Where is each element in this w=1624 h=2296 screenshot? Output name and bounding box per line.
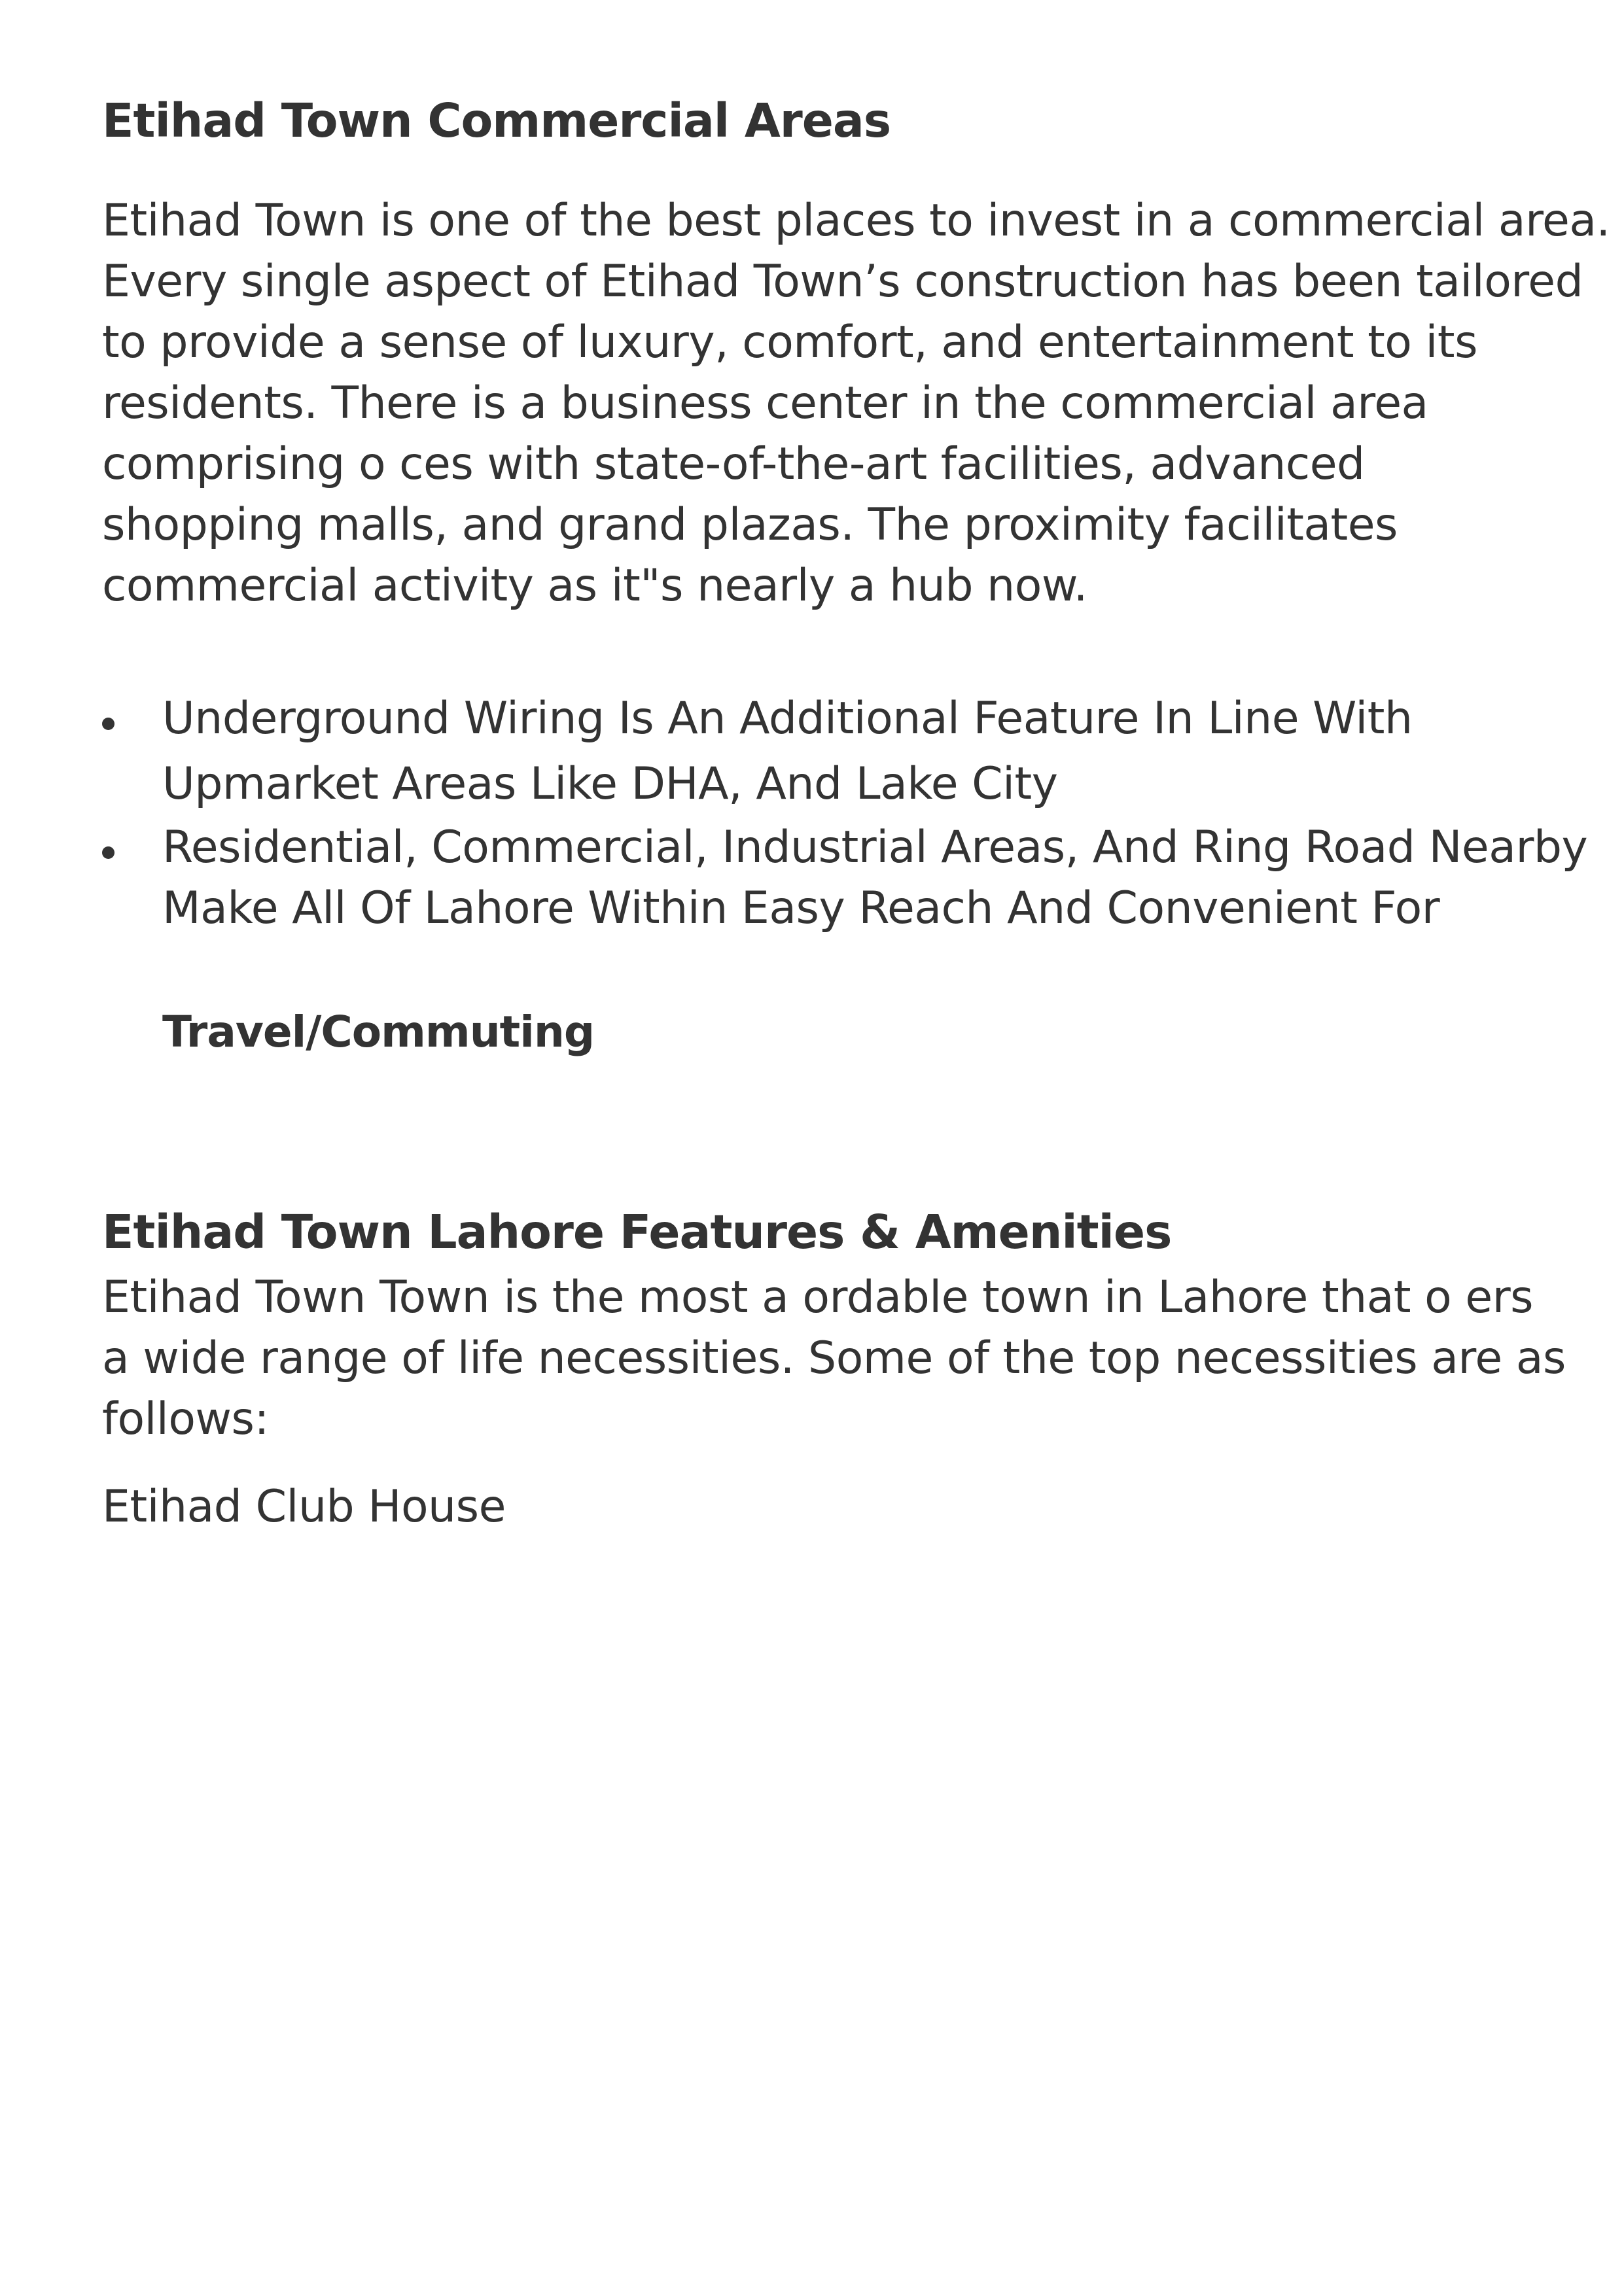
- amenity-item-club-house: Etihad Club House: [102, 1481, 506, 1533]
- bullet-line: Make All Of Lahore Within Easy Reach And Convenient For: [162, 882, 1440, 934]
- paragraph-line: follows:: [102, 1393, 269, 1445]
- paragraph-line: Every single aspect of Etihad Town’s construction has been tailored: [102, 256, 1583, 307]
- bullet-bold-continuation: Travel/Commuting: [162, 1007, 595, 1057]
- section-title-commercial-areas: Etihad Town Commercial Areas: [102, 94, 891, 148]
- bullet-line: Residential, Commercial, Industrial Areas, And Ring Road Nearby: [162, 822, 1588, 873]
- bullet-dot-icon: [102, 718, 115, 730]
- paragraph-line: to provide a sense of luxury, comfort, and entertainment to its: [102, 317, 1477, 368]
- bullet-line: Upmarket Areas Like DHA, And Lake City: [162, 758, 1058, 810]
- paragraph-line: comprising o ces with state-of-the-art facilities, advanced: [102, 438, 1365, 490]
- bullet-line: Underground Wiring Is An Additional Feature In Line With: [162, 693, 1413, 744]
- paragraph-line: Etihad Town is one of the best places to invest in a commercial area.: [102, 195, 1610, 247]
- paragraph-line: shopping malls, and grand plazas. The proximity facilitates: [102, 499, 1398, 551]
- section-title-features-amenities: Etihad Town Lahore Features & Amenities: [102, 1205, 1172, 1259]
- paragraph-line: a wide range of life necessities. Some of the top necessities are as: [102, 1332, 1566, 1384]
- paragraph-line: commercial activity as it"s nearly a hub now.: [102, 560, 1087, 612]
- bullet-dot-icon: [102, 846, 115, 859]
- paragraph-line: residents. There is a business center in the commercial area: [102, 377, 1428, 429]
- paragraph-line: Etihad Town Town is the most a ordable town in Lahore that o ers: [102, 1272, 1534, 1323]
